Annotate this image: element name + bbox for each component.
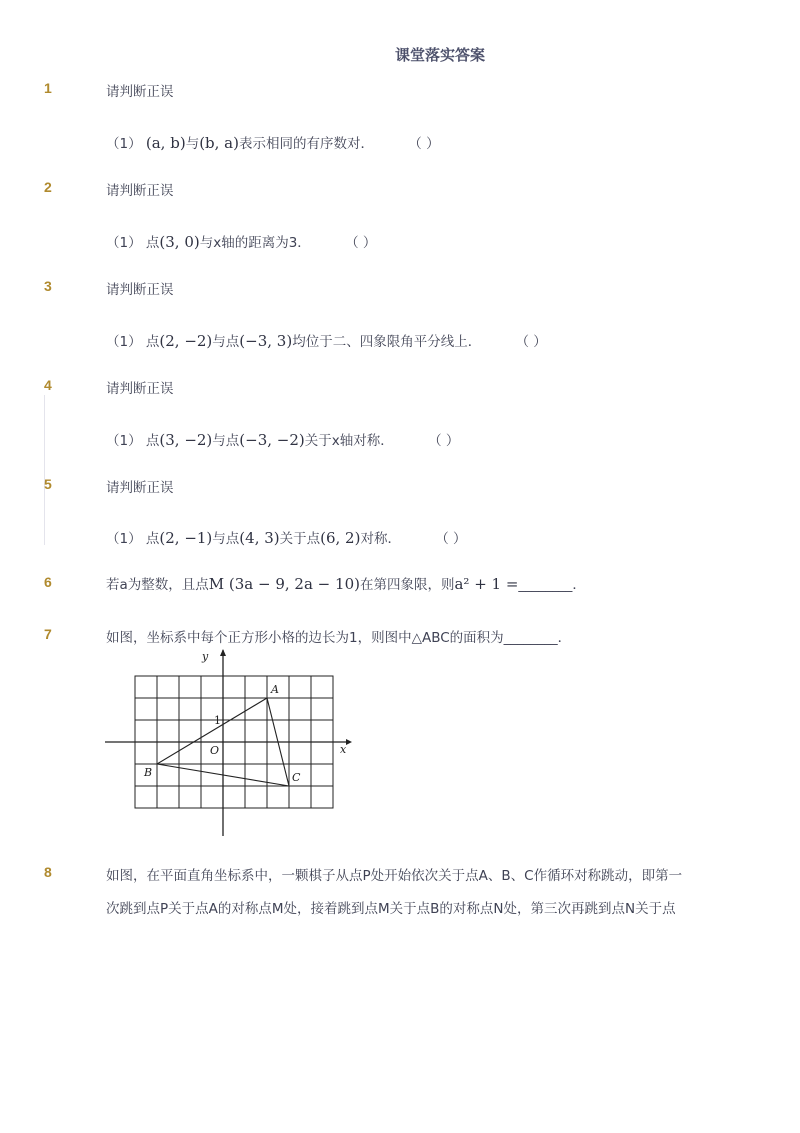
math-expression: (−3, 3) — [239, 332, 293, 350]
point-c-label: C — [292, 771, 301, 784]
math-expression: (2, −2) — [159, 332, 213, 350]
sub-question — [106, 231, 376, 251]
question-text: 如图，坐标系中每个正方形小格的边长为1，则图中△ABC的面积为________． — [106, 630, 572, 646]
sub-label: （1） — [106, 136, 142, 152]
question-heading: 请判断正误 — [106, 381, 174, 397]
sub-label: （1） — [106, 531, 142, 547]
answer-parentheses: （ ） — [515, 334, 547, 350]
question-number: 3 — [44, 278, 52, 294]
text-fragment: 表示相同的有序数对． — [238, 136, 374, 152]
math-expression: (−3, −2) — [239, 431, 305, 449]
y-axis-arrow — [220, 649, 226, 656]
question-heading: 请判断正误 — [106, 84, 174, 100]
sub-question — [106, 527, 467, 547]
text-fragment: 在第四象限，则 — [359, 577, 455, 593]
sub-label: （1） — [106, 433, 142, 449]
question-heading: 请判断正误 — [106, 282, 174, 298]
question-number: 6 — [44, 574, 52, 590]
math-expression: a² + 1 = — [454, 575, 519, 593]
math-expression: (a, b) — [145, 134, 186, 152]
text-fragment: 点 — [145, 531, 160, 547]
math-expression: (b, a) — [199, 134, 239, 152]
answer-parentheses: （ ） — [345, 235, 377, 251]
answer-parentheses: （ ） — [435, 531, 467, 547]
triangle-grid-diagram — [100, 646, 360, 841]
question-text — [106, 573, 586, 593]
x-axis-label: x — [340, 743, 347, 756]
question-number: 7 — [44, 626, 52, 642]
math-expression: M (3a − 9, 2a − 10) — [208, 575, 360, 593]
sub-question — [106, 132, 440, 152]
page-title: 课堂落实答案 — [394, 46, 485, 64]
math-expression: (3, −2) — [159, 431, 213, 449]
x-axis-arrow — [346, 739, 352, 745]
math-expression: (3, 0) — [159, 233, 200, 251]
y-axis-label: y — [202, 650, 209, 663]
text-fragment: 对称． — [360, 531, 401, 547]
question-number: 5 — [44, 476, 52, 492]
sub-question — [106, 330, 547, 350]
math-expression: (6, 2) — [320, 529, 361, 547]
question-number: 1 — [44, 80, 52, 96]
margin-rule — [44, 395, 45, 545]
answer-blank: ________． — [518, 577, 586, 593]
text-fragment: 与点 — [212, 531, 240, 547]
question-number: 4 — [44, 377, 52, 393]
sub-question — [106, 429, 459, 449]
text-fragment: 关于点 — [279, 531, 321, 547]
point-b-label: B — [144, 766, 153, 779]
text-fragment: 与点 — [212, 433, 240, 449]
question-heading: 请判断正误 — [106, 480, 174, 496]
sub-label: （1） — [106, 235, 142, 251]
text-fragment: 关于x轴对称． — [304, 433, 394, 449]
text-fragment: 均位于二、四象限角平分线上． — [292, 334, 482, 350]
question-text-line: 如图，在平面直角坐标系中，一颗棋子从点P处开始依次关于点A、B、C作循环对称跳动，即第一 — [106, 868, 683, 884]
question-number: 2 — [44, 179, 52, 195]
point-a-label: A — [271, 683, 279, 696]
text-fragment: 若a为整数，且点 — [106, 577, 209, 593]
text-fragment: 与x轴的距离为3． — [199, 235, 311, 251]
answer-parentheses: （ ） — [428, 433, 460, 449]
sub-label: （1） — [106, 334, 142, 350]
text-fragment: 点 — [145, 334, 160, 350]
question-heading: 请判断正误 — [106, 183, 174, 199]
text-fragment: 点 — [145, 235, 160, 251]
answer-parentheses: （ ） — [408, 136, 440, 152]
question-text-line: 次跳到点P关于点A的对称点M处，接着跳到点M关于点B的对称点N处，第三次再跳到点N关于点 — [106, 901, 676, 917]
text-fragment: 与 — [185, 136, 200, 152]
origin-label: O — [210, 744, 220, 757]
text-fragment: 点 — [145, 433, 160, 449]
math-expression: (2, −1) — [159, 529, 213, 547]
question-number: 8 — [44, 864, 52, 880]
text-fragment: 与点 — [212, 334, 240, 350]
coordinate-figure — [100, 646, 360, 845]
math-expression: (4, 3) — [239, 529, 280, 547]
unit-label: 1 — [214, 714, 221, 727]
